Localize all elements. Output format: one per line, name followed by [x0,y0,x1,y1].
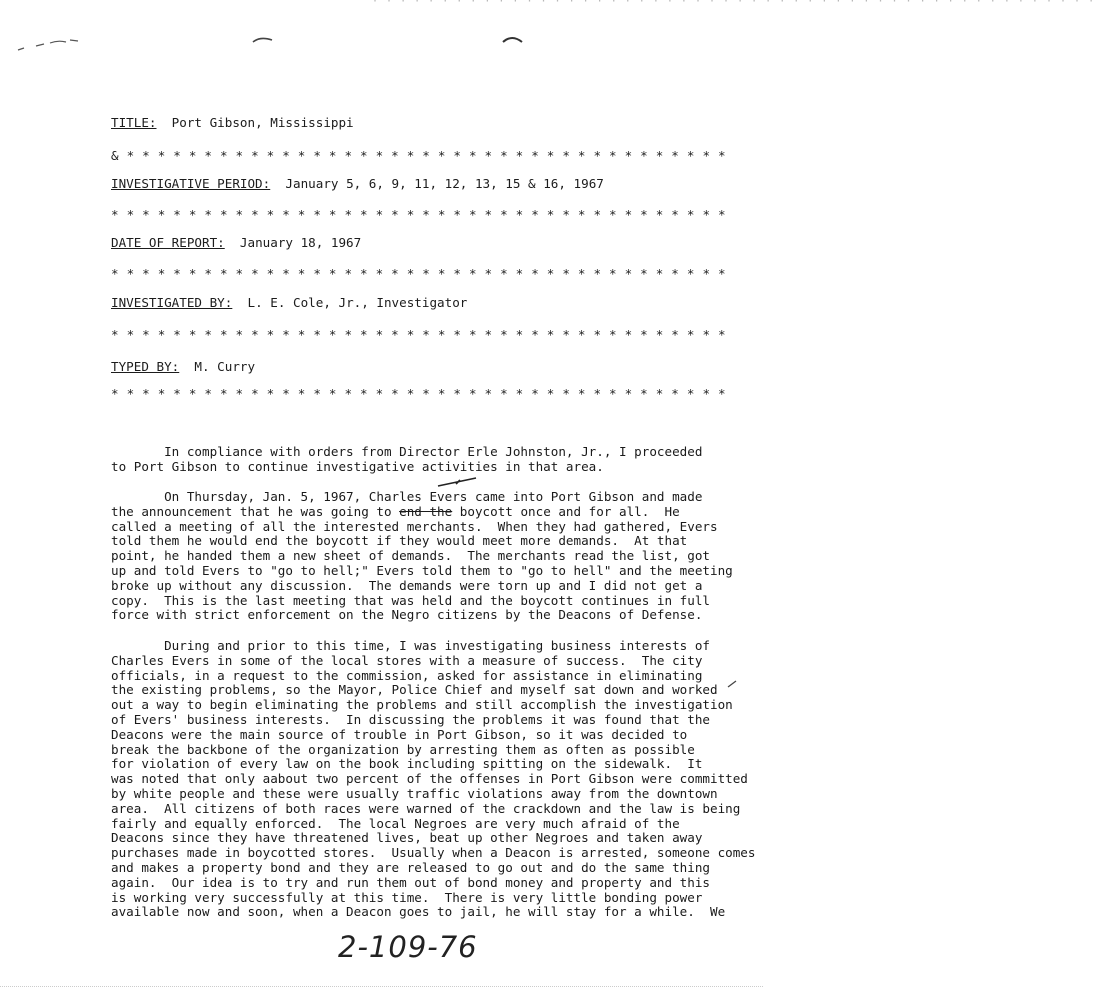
body-line: point, he handed them a new sheet of demands. The merchants read the list, got [111,548,710,564]
typed-by-label: TYPED BY: [111,359,180,374]
body-line: again. Our idea is to try and run them out of bond money and property and this [111,874,710,890]
bottom-edge-dots [0,986,763,988]
separator-stars: * * * * * * * * * * * * * * * * * * * * * * * * * * * * * * * * * * * * * * * * [111,386,726,401]
body-line: up and told Evers to "go to hell;" Evers told them to "go to hell" and the meeting [111,562,733,578]
body-line: officials, in a request to the commission, asked for assistance in eliminating [111,667,703,683]
body-line: broke up without any discussion. The demands were torn up and I did not get a [111,577,703,593]
paragraph-3 [111,639,761,920]
body-line: and makes a property bond and they are released to go out and do the same thing [111,859,710,875]
body-line: available now and soon, when a Deacon goes to jail, he will stay for a while. We [111,904,726,920]
separator-stars: * * * * * * * * * * * * * * * * * * * * * * * * * * * * * * * * * * * * * * * * [111,207,726,222]
investigative-period-value: January 5, 6, 9, 11, 12, 13, 15 & 16, 1967 [285,176,604,191]
title-value: Port Gibson, Mississippi [171,115,354,130]
body-line: fairly and equally enforced. The local Negroes are very much afraid of the [111,815,680,831]
top-edge-dots: · · · · · · · · · · · · · · · · · · · · · · · · · · · · · · · · · · · · · · · · · · · · · · · · · · · · [372,0,1095,7]
date-of-report-line [111,235,361,250]
body-line: of Evers' business interests. In discussing the problems it was found that the [111,711,710,727]
body-line: On Thursday, Jan. 5, 1967, Charles Evers came into Port Gibson and made [111,489,703,504]
investigative-period-label: INVESTIGATIVE PERIOD: [111,176,271,191]
body-line: purchases made in boycotted stores. Usually when a Deacon is arrested, someone comes [111,845,756,861]
body-line: to Port Gibson to continue investigative activities in that area. [111,458,604,474]
handwritten-insertion-mark [436,474,482,490]
body-line: is working very successfully at this time. There is very little bonding power [111,889,703,905]
separator-stars: * * * * * * * * * * * * * * * * * * * * * * * * * * * * * * * * * * * * * * * * [111,327,726,342]
stray-ink-mark-center [250,34,276,46]
body-line: break the backbone of the organization by arresting them as often as possible [111,741,695,757]
stray-ink-mark-left [14,34,84,56]
body-line: boycott once and for all. He [452,503,680,519]
investigated-by-line [111,295,467,310]
typed-by-value: M. Curry [194,359,256,374]
body-line: was noted that only aabout two percent of the offenses in Port Gibson were committed [111,771,748,787]
stray-ink-mark-right [500,34,526,46]
body-line: In compliance with orders from Director Erle Johnston, Jr., I proceeded [111,444,703,459]
body-line: Deacons were the main source of trouble in Port Gibson, so it was decided to [111,726,688,742]
body-line: area. All citizens of both races were warned of the crackdown and the law is being [111,800,741,816]
separator-stars: & * * * * * * * * * * * * * * * * * * * * * * * * * * * * * * * * * * * * * * * [111,148,726,163]
investigative-period-line [111,176,604,191]
body-line: the existing problems, so the Mayor, Police Chief and myself sat down and worked [111,682,718,698]
date-of-report-value: January 18, 1967 [239,235,362,250]
struck-text: end the [399,503,453,519]
paragraph-1 [111,445,761,475]
investigated-by-value: L. E. Cole, Jr., Investigator [247,295,468,310]
body-line: Deacons since they have threatened lives, beat up other Negroes and taken away [111,830,703,846]
title-label: TITLE: [111,115,157,130]
investigated-by-label: INVESTIGATED BY: [111,295,233,310]
paragraph-2 [111,490,761,623]
body-line: for violation of every law on the book including spitting on the sidewalk. It [111,756,703,772]
body-line: by white people and these were usually traffic violations away from the downtown [111,785,718,801]
body-line: copy. This is the last meeting that was held and the boycott continues in full [111,592,710,608]
body-line: told them he would end the boycott if they would meet more demands. At that [111,533,688,549]
body-line: the announcement that he was going to [111,503,400,519]
body-line: Charles Evers in some of the local stores with a measure of success. The city [111,652,703,668]
body-line: out a way to begin eliminating the problems and still accomplish the investigation [111,697,733,713]
separator-stars: * * * * * * * * * * * * * * * * * * * * * * * * * * * * * * * * * * * * * * * * [111,266,726,281]
body-line: called a meeting of all the interested merchants. When they had gathered, Evers [111,518,718,534]
date-of-report-label: DATE OF REPORT: [111,235,225,250]
typed-by-line [111,359,255,374]
body-line: force with strict enforcement on the Negro citizens by the Deacons of Defense. [111,607,703,623]
margin-check-mark [726,678,740,690]
title-line [111,115,354,130]
body-line: During and prior to this time, I was investigating business interests of [111,638,710,653]
handwritten-document-number: 2-109-76 [338,930,478,964]
